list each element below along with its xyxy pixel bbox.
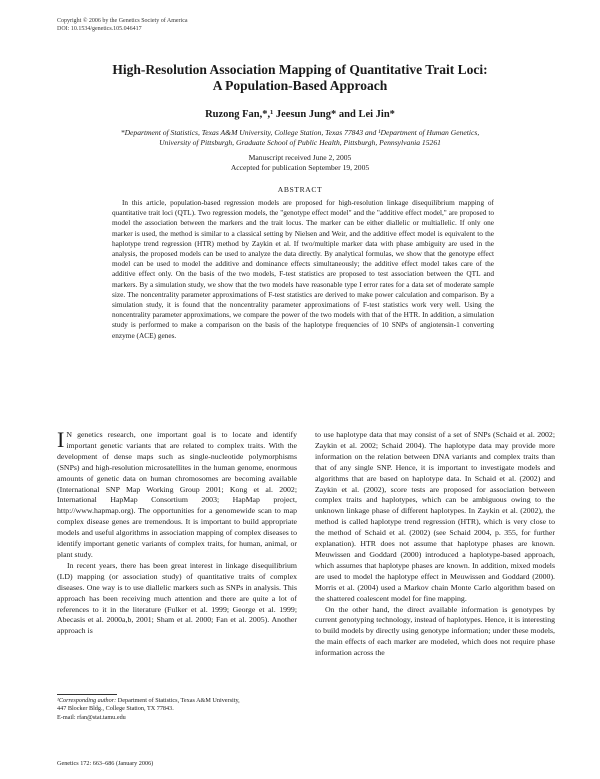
footnote-label: ¹Corresponding author: [57,697,117,704]
affiliations [70,128,530,148]
title-line-2: A Population-Based Approach [212,78,388,93]
footnote-line-1: Department of Statistics, Texas A&M University, [117,697,240,704]
doi-line: DOI: 10.1534/genetics.105.046417 [57,25,142,32]
paper-title [40,62,560,94]
affiliation-line-2: University of Pittsburgh, Graduate School of Public Health, Pittsburgh, Pennsylvania 15261 [159,138,441,147]
journal-citation: Genetics 172: 663–686 (January 2006) [57,760,154,767]
author-list: Ruzong Fan,*,¹ Jeesun Jung* and Lei Jin* [205,109,395,120]
right-paragraph-2: On the other hand, the direct available information is genotypes by current genotyping technology, instead of haplotypes. Hence, it is interesting to build models by directly using genotype information; under these models, the main effects of each marker are modeled, which does not require phase information across the [315,604,555,658]
abstract-text: In this article, population-based regression models are proposed for high-resolution linkage disequilibrium mapping of quantitative trait loci (QTL). Two regression models, the "genotype effect model" and the "additive effect model," are proposed to model the association between the markers and the trait locus. The marker can be either diallelic or multiallelic. If only one marker is used, the method is similar to a classical setting by Nielsen and Weir, and the additive effect model is equivalent to the haplotype trend regression (HTR) method by Zaykin et al. If two/multiple marker data with phase ambiguity are used in the analysis, the proposed models can be used to analyze the data directly. By analytical formulas, we show that the genotype effect model can be used to model the additive and dominance effects simultaneously; the additive effect model takes care of the additive effect only. On the basis of the two models, F-test statistics are proposed to test association between the QTL and markers. By a simulation study, we show that the two models have reasonable type I error rates for a data set of moderate sample size. The noncentrality parameter approximations of F-test statistics are derived to make power calculation and comparison. By a simulation study, it is found that the noncentrality parameter approximations of F-test statistics work very well. Using the noncentrality parameter approximations, we compare the power of the two models with that of the HTR. In addition, a simulation study is performed to make a comparison on the basis of the haplotype frequencies of 10 SNPs of angiotensin-1 converting enzyme (ACE) genes. [112,198,494,340]
drop-cap: I [57,427,65,452]
received-date: Manuscript received June 2, 2005 [248,153,352,162]
copyright-block [57,18,357,33]
manuscript-dates [100,153,500,173]
intro-paragraph-1 [57,427,297,561]
accepted-date: Accepted for publication September 19, 2005 [230,163,370,172]
footnote-email: E-mail: rfan@stat.tamu.edu [57,713,126,721]
footnote-line-2: 447 Blocker Bldg., College Station, TX 77843. [57,705,174,713]
abstract-heading: ABSTRACT [277,185,323,194]
right-paragraph-1: to use haplotype data that may consist of a set of SNPs (Schaid et al. 2002; Zaykin et al. 2002; Schaid 2004). The haplotype data may provide more information on the relation between DNA variants and complex traits than that of any single SNP. Hence, it is important to investigate models and algorithms that are based on haplotype data. In Schaid et al. (2002) and Zaykin et al. (2002), score tests are proposed for association between complex traits and haplotypes, which can be ambiguous owing to the unknown linkage phase of different haplotypes. In Zaykin et al. (2002), the method is called haplotype trend regression (HTR), which is very close to the method of Schaid et al. (2002) (see Schaid 2004, p. 355, for further explanation). HTR does not assume that haplotype phases are known. Meuwissen and Goddard (2000) introduced a haplotype-based approach, which assumes that haplotype phases are known. In addition, mixed models are used to model the haplotype effect in Meuwissen and Goddard (2000). Morris et al. (2004) used a Markov chain Monte Carlo algorithm based on the shattered coalescent model for fine mapping. [315,430,555,603]
corresponding-author-footnote [57,697,302,722]
title-line-1: High-Resolution Association Mapping of Quantitative Trait Loci: [112,62,488,77]
intro-paragraph-2: In recent years, there has been great interest in linkage disequilibrium (LD) mapping (or association study) of quantitative traits of complex diseases. One way is to use diallelic markers such as SNPs in analysis. This approach has been receiving much attention and there are quite a lot of references to it in the literature (Fulker et al. 1999; George et al. 1999; Abecasis et al. 2000a,b, 2001; Sham et al. 2000; Fan et al. 2005). Another approach is [57,560,297,636]
footnote-divider [57,694,117,695]
body-column-left [57,427,297,637]
copyright-line: Copyright © 2006 by the Genetics Society of America [57,18,188,24]
body-column-right [315,430,555,659]
affiliation-line-1: *Department of Statistics, Texas A&M University, College Station, Texas 77843 and ¹Department of Human Genetics, [120,128,480,137]
intro-paragraph-1-text: N genetics research, one important goal is to locate and identify important genetic variants that are related to complex traits. With the development of dense maps such as single-nucleotide polymorphisms (SNPs) and high-resolution microsatellites in the human genome, enormous amounts of genetic data on human chromosomes are becoming available (International SNP Map Working Group 2001; Kong et al. 2002; International HapMap Consortium 2003; HapMap project, http://www.hapmap.org). The opportunities for a genomewide scan to map complex disease genes are tremendous. It is important to build appropriate models and useful algorithms in association mapping of complex diseases to identify important genetic variants of complex traits, for human, animal, or plant study. [57,430,297,559]
